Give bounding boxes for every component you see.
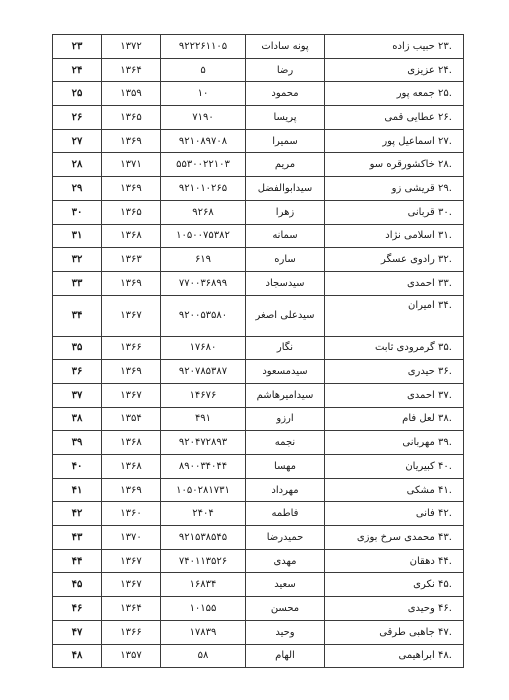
first-name-cell: سعید — [246, 573, 325, 597]
last-name-text: لعل فام — [402, 413, 435, 425]
id-number-cell: ۹۲۶۸ — [161, 200, 246, 224]
table-row — [53, 200, 464, 224]
id-number-cell: ۱۰ — [161, 82, 246, 106]
last-name-cell — [325, 573, 464, 597]
row-count-cell: ۳۴ — [53, 295, 102, 336]
first-name-cell: مهرداد — [246, 478, 325, 502]
row-count-cell: ۴۰ — [53, 455, 102, 479]
birth-year-cell: ۱۳۶۹ — [102, 478, 161, 502]
id-number-cell: ۹۲۱۰۸۹۷۰۸ — [161, 129, 246, 153]
last-name-text: خاکشورقره سو — [369, 159, 435, 171]
row-count-cell: ۴۱ — [53, 478, 102, 502]
last-name-text: احمدی — [406, 389, 435, 401]
row-number: .۴۱ — [438, 484, 452, 496]
birth-year-cell: ۱۳۵۹ — [102, 82, 161, 106]
birth-year-cell: ۱۳۶۵ — [102, 200, 161, 224]
id-number-cell: ۱۰۱۵۵ — [161, 597, 246, 621]
table-row — [53, 336, 464, 360]
first-name-cell: محمود — [246, 82, 325, 106]
id-number-cell: ۸۹۰۰۳۴۰۴۴ — [161, 455, 246, 479]
first-name-cell: مریم — [246, 153, 325, 177]
row-number: .۳۵ — [438, 342, 452, 354]
row-count-cell: ۴۲ — [53, 502, 102, 526]
row-count-cell: ۲۷ — [53, 129, 102, 153]
first-name-cell: وحید — [246, 620, 325, 644]
row-count-cell: ۴۳ — [53, 526, 102, 550]
first-name-cell: سمانه — [246, 224, 325, 248]
row-count-cell: ۳۰ — [53, 200, 102, 224]
first-name-cell: مهسا — [246, 455, 325, 479]
table-row — [53, 271, 464, 295]
first-name-cell: سیدامیرهاشم — [246, 383, 325, 407]
id-number-cell: ۱۰۵۰۰۷۵۳۸۲ — [161, 224, 246, 248]
roster-table-body — [53, 35, 464, 668]
last-name-cell — [325, 129, 464, 153]
last-name-cell — [325, 336, 464, 360]
row-number: .۴۸ — [438, 650, 452, 662]
row-number: .۳۹ — [438, 437, 452, 449]
birth-year-cell: ۱۳۶۸ — [102, 224, 161, 248]
row-count-cell: ۳۳ — [53, 271, 102, 295]
first-name-cell: مهدی — [246, 549, 325, 573]
last-name-text: محمدی سرخ بوزی — [356, 531, 435, 543]
id-number-cell: ۱۴۶۷۶ — [161, 383, 246, 407]
row-number: .۳۷ — [438, 389, 452, 401]
birth-year-cell: ۱۳۶۹ — [102, 360, 161, 384]
birth-year-cell: ۱۳۶۵ — [102, 106, 161, 130]
table-row — [53, 224, 464, 248]
last-name-cell — [325, 407, 464, 431]
row-number: .۴۰ — [438, 460, 452, 472]
id-number-cell: ۷۷۰۰۳۶۸۹۹ — [161, 271, 246, 295]
id-number-cell: ۱۰۵۰۲۸۱۷۳۱ — [161, 478, 246, 502]
birth-year-cell: ۱۳۷۰ — [102, 526, 161, 550]
row-number: .۳۳ — [438, 277, 452, 289]
row-number: .۴۴ — [438, 555, 452, 567]
first-name-cell: ارزو — [246, 407, 325, 431]
birth-year-cell: ۱۳۷۲ — [102, 35, 161, 59]
last-name-cell — [325, 620, 464, 644]
table-row — [53, 597, 464, 621]
last-name-text: جاهبی طرقی — [379, 626, 435, 638]
last-name-text: دهقان — [409, 555, 435, 567]
row-number: .۲۳ — [438, 40, 452, 52]
row-number: .۳۱ — [438, 230, 452, 242]
table-row — [53, 573, 464, 597]
first-name-cell: سیدسجاد — [246, 271, 325, 295]
first-name-cell: پونه سادات — [246, 35, 325, 59]
last-name-cell — [325, 383, 464, 407]
birth-year-cell: ۱۳۶۹ — [102, 177, 161, 201]
table-row — [53, 129, 464, 153]
first-name-cell: ساره — [246, 248, 325, 272]
last-name-cell — [325, 224, 464, 248]
first-name-cell: سمیرا — [246, 129, 325, 153]
table-row — [53, 407, 464, 431]
last-name-text: امیران — [408, 299, 435, 311]
last-name-text: کبیریان — [405, 460, 435, 472]
last-name-cell — [325, 82, 464, 106]
last-name-cell — [325, 455, 464, 479]
row-number: .۲۹ — [438, 182, 452, 194]
id-number-cell: ۹۲۰۴۷۲۸۹۳ — [161, 431, 246, 455]
last-name-text: حیدری — [407, 366, 435, 378]
last-name-cell — [325, 295, 464, 336]
birth-year-cell: ۱۳۶۶ — [102, 336, 161, 360]
row-count-cell: ۲۳ — [53, 35, 102, 59]
last-name-text: قربانی — [407, 206, 435, 218]
last-name-text: نکری — [413, 579, 435, 591]
row-count-cell: ۳۵ — [53, 336, 102, 360]
birth-year-cell: ۱۳۶۷ — [102, 549, 161, 573]
row-number: .۳۲ — [438, 254, 452, 266]
last-name-text: عزیزی — [407, 64, 435, 76]
row-number: .۳۰ — [438, 206, 452, 218]
row-number: .۴۲ — [438, 508, 452, 520]
row-number: .۳۶ — [438, 366, 452, 378]
first-name-cell: محسن — [246, 597, 325, 621]
last-name-text: فانی — [415, 508, 435, 520]
last-name-cell — [325, 431, 464, 455]
id-number-cell: ۹۲۱۰۱۰۲۶۵ — [161, 177, 246, 201]
table-row — [53, 620, 464, 644]
table-row — [53, 248, 464, 272]
id-number-cell: ۹۲۲۲۶۱۱۰۵ — [161, 35, 246, 59]
row-count-cell: ۲۵ — [53, 82, 102, 106]
row-number: .۴۵ — [438, 579, 452, 591]
birth-year-cell: ۱۳۶۰ — [102, 502, 161, 526]
row-number: .۴۷ — [438, 626, 452, 638]
row-number: .۳۴ — [438, 299, 452, 311]
last-name-text: مهربانی — [402, 437, 435, 449]
row-count-cell: ۳۶ — [53, 360, 102, 384]
table-row — [53, 153, 464, 177]
row-number: .۲۶ — [438, 111, 452, 123]
birth-year-cell: ۱۳۶۳ — [102, 248, 161, 272]
id-number-cell: ۵۸ — [161, 644, 246, 668]
table-row — [53, 526, 464, 550]
row-number: .۲۵ — [438, 88, 452, 100]
row-number: .۴۳ — [438, 531, 452, 543]
table-row — [53, 549, 464, 573]
last-name-cell — [325, 35, 464, 59]
row-number: .۲۷ — [438, 135, 452, 147]
birth-year-cell: ۱۳۶۹ — [102, 129, 161, 153]
row-count-cell: ۲۴ — [53, 58, 102, 82]
first-name-cell: سیدمسعود — [246, 360, 325, 384]
id-number-cell: ۵۵۳۰۰۲۲۱۰۳ — [161, 153, 246, 177]
row-count-cell: ۴۸ — [53, 644, 102, 668]
roster-table — [52, 34, 464, 668]
row-count-cell: ۳۸ — [53, 407, 102, 431]
row-number: .۴۶ — [438, 602, 452, 614]
last-name-cell — [325, 597, 464, 621]
last-name-cell — [325, 153, 464, 177]
id-number-cell: ۷۴۰۱۱۳۵۲۶ — [161, 549, 246, 573]
row-number: .۳۸ — [438, 413, 452, 425]
last-name-text: قریشی زو — [391, 182, 435, 194]
id-number-cell: ۹۲۰۷۸۵۳۸۷ — [161, 360, 246, 384]
first-name-cell: زهرا — [246, 200, 325, 224]
row-count-cell: ۳۷ — [53, 383, 102, 407]
birth-year-cell: ۱۳۶۴ — [102, 597, 161, 621]
row-count-cell: ۳۲ — [53, 248, 102, 272]
last-name-text: وحیدی — [407, 602, 435, 614]
row-count-cell: ۲۸ — [53, 153, 102, 177]
first-name-cell: فاطمه — [246, 502, 325, 526]
id-number-cell: ۷۱۹۰ — [161, 106, 246, 130]
birth-year-cell: ۱۳۶۶ — [102, 620, 161, 644]
last-name-cell — [325, 478, 464, 502]
id-number-cell: ۹۲۱۵۳۸۵۴۵ — [161, 526, 246, 550]
table-row — [53, 644, 464, 668]
last-name-text: جمعه پور — [396, 88, 435, 100]
row-count-cell: ۴۵ — [53, 573, 102, 597]
id-number-cell: ۴۹۱ — [161, 407, 246, 431]
table-row — [53, 360, 464, 384]
last-name-cell — [325, 526, 464, 550]
row-count-cell: ۴۷ — [53, 620, 102, 644]
last-name-text: احمدی — [406, 277, 435, 289]
first-name-cell: پریسا — [246, 106, 325, 130]
table-row — [53, 431, 464, 455]
birth-year-cell: ۱۳۶۸ — [102, 431, 161, 455]
table-row — [53, 295, 464, 336]
table-row — [53, 35, 464, 59]
last-name-text: رادوی عسگر — [380, 254, 435, 266]
last-name-cell — [325, 200, 464, 224]
id-number-cell: ۱۶۸۳۴ — [161, 573, 246, 597]
birth-year-cell: ۱۳۶۴ — [102, 58, 161, 82]
birth-year-cell: ۱۳۶۷ — [102, 573, 161, 597]
birth-year-cell: ۱۳۶۹ — [102, 271, 161, 295]
last-name-cell — [325, 248, 464, 272]
last-name-text: اسماعیل پور — [382, 135, 435, 147]
row-count-cell: ۲۹ — [53, 177, 102, 201]
birth-year-cell: ۱۳۶۸ — [102, 455, 161, 479]
table-row — [53, 106, 464, 130]
last-name-cell — [325, 58, 464, 82]
first-name-cell: حمیدرضا — [246, 526, 325, 550]
last-name-cell — [325, 360, 464, 384]
id-number-cell: ۱۷۸۳۹ — [161, 620, 246, 644]
table-row — [53, 478, 464, 502]
last-name-text: گرمرودی ثابت — [374, 342, 435, 354]
row-count-cell: ۳۹ — [53, 431, 102, 455]
table-row — [53, 177, 464, 201]
last-name-cell — [325, 271, 464, 295]
birth-year-cell: ۱۳۵۴ — [102, 407, 161, 431]
first-name-cell: نگار — [246, 336, 325, 360]
id-number-cell: ۱۷۶۸۰ — [161, 336, 246, 360]
last-name-text: مشکی — [406, 484, 435, 496]
table-row — [53, 383, 464, 407]
last-name-cell — [325, 177, 464, 201]
last-name-cell — [325, 549, 464, 573]
row-count-cell: ۴۴ — [53, 549, 102, 573]
id-number-cell: ۶۱۹ — [161, 248, 246, 272]
birth-year-cell: ۱۳۷۱ — [102, 153, 161, 177]
first-name-cell: نجمه — [246, 431, 325, 455]
id-number-cell: ۵ — [161, 58, 246, 82]
table-row — [53, 455, 464, 479]
last-name-text: عطایی قمی — [384, 111, 435, 123]
row-number: .۲۸ — [438, 159, 452, 171]
birth-year-cell: ۱۳۵۷ — [102, 644, 161, 668]
row-number: .۲۴ — [438, 64, 452, 76]
last-name-text: حبیب زاده — [392, 40, 435, 52]
first-name-cell: رضا — [246, 58, 325, 82]
last-name-cell — [325, 644, 464, 668]
first-name-cell: الهام — [246, 644, 325, 668]
first-name-cell: سیدعلی اصغر — [246, 295, 325, 336]
last-name-text: ابراهیمی — [398, 650, 435, 662]
id-number-cell: ۹۲۰۰۵۳۵۸۰ — [161, 295, 246, 336]
last-name-cell — [325, 106, 464, 130]
row-count-cell: ۴۶ — [53, 597, 102, 621]
last-name-text: اسلامی نژاد — [385, 230, 435, 242]
table-row — [53, 502, 464, 526]
row-count-cell: ۳۱ — [53, 224, 102, 248]
row-count-cell: ۲۶ — [53, 106, 102, 130]
id-number-cell: ۲۴۰۴ — [161, 502, 246, 526]
table-row — [53, 82, 464, 106]
birth-year-cell: ۱۳۶۷ — [102, 295, 161, 336]
last-name-cell — [325, 502, 464, 526]
table-row — [53, 58, 464, 82]
first-name-cell: سیدابوالفضل — [246, 177, 325, 201]
birth-year-cell: ۱۳۶۷ — [102, 383, 161, 407]
